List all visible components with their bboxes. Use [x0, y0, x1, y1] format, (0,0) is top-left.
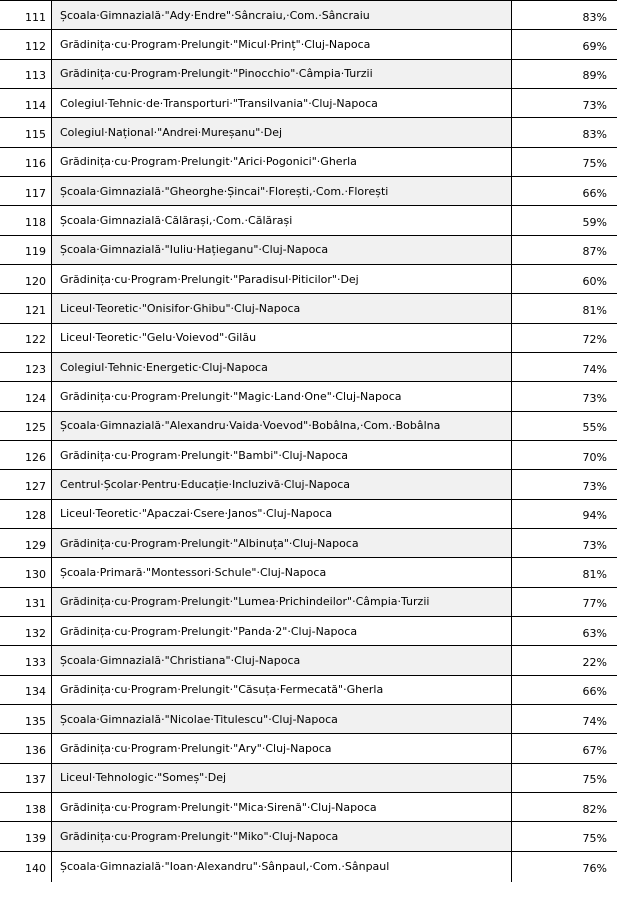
row-number: 135 [0, 705, 52, 733]
row-number: 113 [0, 60, 52, 88]
table-row [0, 558, 617, 587]
percentage: 66% [582, 186, 607, 200]
percentage: 60% [582, 274, 607, 288]
table-row [0, 412, 617, 441]
percentage: 69% [582, 39, 607, 53]
school-name: Școala·Gimnazială·Călărași,·Com.·Călărași [52, 206, 512, 234]
table-row [0, 177, 617, 206]
school-name: Liceul·Teoretic·"Onisifor·Ghibu"·Cluj-Napoca [52, 294, 512, 322]
percentage: 76% [582, 862, 607, 876]
school-name: Școala·Gimnazială·"Ady·Endre"·Sâncraiu,·Com.·Sâncraiu [52, 1, 512, 29]
percentage: 83% [582, 127, 607, 141]
school-name: Colegiul·Național·"Andrei·Mureșanu"·Dej [52, 118, 512, 146]
percentage: 74% [582, 362, 607, 376]
percentage: 81% [582, 303, 607, 317]
table-row [0, 529, 617, 558]
school-name: Școala·Primară·"Montessori·Schule"·Cluj-Napoca [52, 558, 512, 586]
row-number: 136 [0, 734, 52, 762]
school-name: Liceul·Tehnologic·"Someș"·Dej [52, 764, 512, 792]
school-name: Grădinița·cu·Program·Prelungit·"Bambi"·Cluj-Napoca [52, 441, 512, 469]
percentage: 73% [582, 391, 607, 405]
table-row [0, 646, 617, 675]
row-number: 127 [0, 470, 52, 498]
table-row [0, 236, 617, 265]
row-number: 120 [0, 265, 52, 293]
percentage: 83% [582, 10, 607, 24]
percentage: 82% [582, 802, 607, 816]
row-number: 138 [0, 793, 52, 821]
percentage: 75% [582, 157, 607, 171]
school-name: Grădinița·cu·Program·Prelungit·"Panda·2"·Cluj-Napoca [52, 617, 512, 645]
school-name: Școala·Gimnazială·"Iuliu·Hațieganu"·Cluj-Napoca [52, 236, 512, 264]
row-number: 133 [0, 646, 52, 674]
row-number: 121 [0, 294, 52, 322]
row-number: 126 [0, 441, 52, 469]
table-row [0, 470, 617, 499]
row-number: 118 [0, 206, 52, 234]
table-row [0, 265, 617, 294]
percentage: 66% [582, 685, 607, 699]
percentage: 89% [582, 69, 607, 83]
school-name: Școala·Gimnazială·"Christiana"·Cluj-Napoca [52, 646, 512, 674]
row-number: 117 [0, 177, 52, 205]
row-number: 122 [0, 324, 52, 352]
table-row [0, 89, 617, 118]
table-row [0, 617, 617, 646]
table-row [0, 60, 617, 89]
row-number: 119 [0, 236, 52, 264]
table-row [0, 441, 617, 470]
row-number: 114 [0, 89, 52, 117]
row-number: 128 [0, 500, 52, 528]
table-row [0, 324, 617, 353]
table-row [0, 353, 617, 382]
school-name: Grădinița·cu·Program·Prelungit·"Căsuța·Fermecată"·Gherla [52, 676, 512, 704]
table-row [0, 852, 617, 882]
row-number: 129 [0, 529, 52, 557]
school-name: Colegiul·Tehnic·de·Transporturi·"Transilvania"·Cluj-Napoca [52, 89, 512, 117]
table-row [0, 734, 617, 763]
percentage: 77% [582, 597, 607, 611]
percentage: 72% [582, 333, 607, 347]
table-row [0, 118, 617, 147]
row-number: 112 [0, 30, 52, 58]
school-name: Grădinița·cu·Program·Prelungit·"Arici·Pogonici"·Gherla [52, 148, 512, 176]
table-row [0, 705, 617, 734]
percentage: 75% [582, 773, 607, 787]
percentage: 59% [582, 215, 607, 229]
percentage: 70% [582, 450, 607, 464]
percentage: 63% [582, 626, 607, 640]
row-number: 116 [0, 148, 52, 176]
row-number: 134 [0, 676, 52, 704]
percentage: 87% [582, 245, 607, 259]
row-number: 124 [0, 382, 52, 410]
table-row [0, 822, 617, 851]
school-name: Grădinița·cu·Program·Prelungit·"Mica·Sirenă"·Cluj-Napoca [52, 793, 512, 821]
table-row [0, 206, 617, 235]
table-row [0, 588, 617, 617]
row-number: 111 [0, 1, 52, 29]
percentage: 74% [582, 714, 607, 728]
percentage: 73% [582, 479, 607, 493]
school-name: Colegiul·Tehnic·Energetic·Cluj-Napoca [52, 353, 512, 381]
school-name: Grădinița·cu·Program·Prelungit·"Magic·Land·One"·Cluj-Napoca [52, 382, 512, 410]
school-name: Grădinița·cu·Program·Prelungit·"Albinuța"·Cluj-Napoca [52, 529, 512, 557]
percentage: 94% [582, 509, 607, 523]
table-row [0, 793, 617, 822]
table-row [0, 500, 617, 529]
school-name: Școala·Gimnazială·"Ioan·Alexandru"·Sânpaul,·Com.·Sânpaul [52, 852, 512, 882]
row-number: 123 [0, 353, 52, 381]
school-name: Școala·Gimnazială·"Nicolae·Titulescu"·Cluj-Napoca [52, 705, 512, 733]
school-name: Grădinița·cu·Program·Prelungit·"Lumea·Prichindeilor"·Câmpia·Turzii [52, 588, 512, 616]
table-row [0, 382, 617, 411]
table-row [0, 1, 617, 30]
school-name: Grădinița·cu·Program·Prelungit·"Pinocchio"·Câmpia·Turzii [52, 60, 512, 88]
table-row [0, 676, 617, 705]
percentage: 22% [582, 655, 607, 669]
row-number: 140 [0, 852, 52, 882]
school-name: Centrul·Școlar·Pentru·Educație·Incluzivă·Cluj-Napoca [52, 470, 512, 498]
percentage: 67% [582, 743, 607, 757]
school-name: Grădinița·cu·Program·Prelungit·"Ary"·Cluj-Napoca [52, 734, 512, 762]
percentage: 75% [582, 831, 607, 845]
school-name: Liceul·Teoretic·"Apaczai·Csere·Janos"·Cluj-Napoca [52, 500, 512, 528]
table-row [0, 764, 617, 793]
row-number: 139 [0, 822, 52, 850]
percentage: 55% [582, 421, 607, 435]
row-number: 115 [0, 118, 52, 146]
table-row [0, 30, 617, 59]
school-name: Școala·Gimnazială·"Gheorghe·Șincai"·Florești,·Com.·Florești [52, 177, 512, 205]
percentage: 73% [582, 538, 607, 552]
row-number: 137 [0, 764, 52, 792]
school-name: Liceul·Teoretic·"Gelu·Voievod"·Gilău [52, 324, 512, 352]
row-number: 130 [0, 558, 52, 586]
school-name: Școala·Gimnazială·"Alexandru·Vaida·Voevod"·Bobâlna,·Com.·Bobâlna [52, 412, 512, 440]
row-number: 131 [0, 588, 52, 616]
percentage: 81% [582, 567, 607, 581]
row-number: 132 [0, 617, 52, 645]
table-row [0, 148, 617, 177]
school-name: Grădinița·cu·Program·Prelungit·"Paradisul·Piticilor"·Dej [52, 265, 512, 293]
school-name: Grădinița·cu·Program·Prelungit·"Micul·Prinț"·Cluj-Napoca [52, 30, 512, 58]
school-name: Grădinița·cu·Program·Prelungit·"Miko"·Cluj-Napoca [52, 822, 512, 850]
row-number: 125 [0, 412, 52, 440]
percentage: 73% [582, 98, 607, 112]
table-row [0, 294, 617, 323]
